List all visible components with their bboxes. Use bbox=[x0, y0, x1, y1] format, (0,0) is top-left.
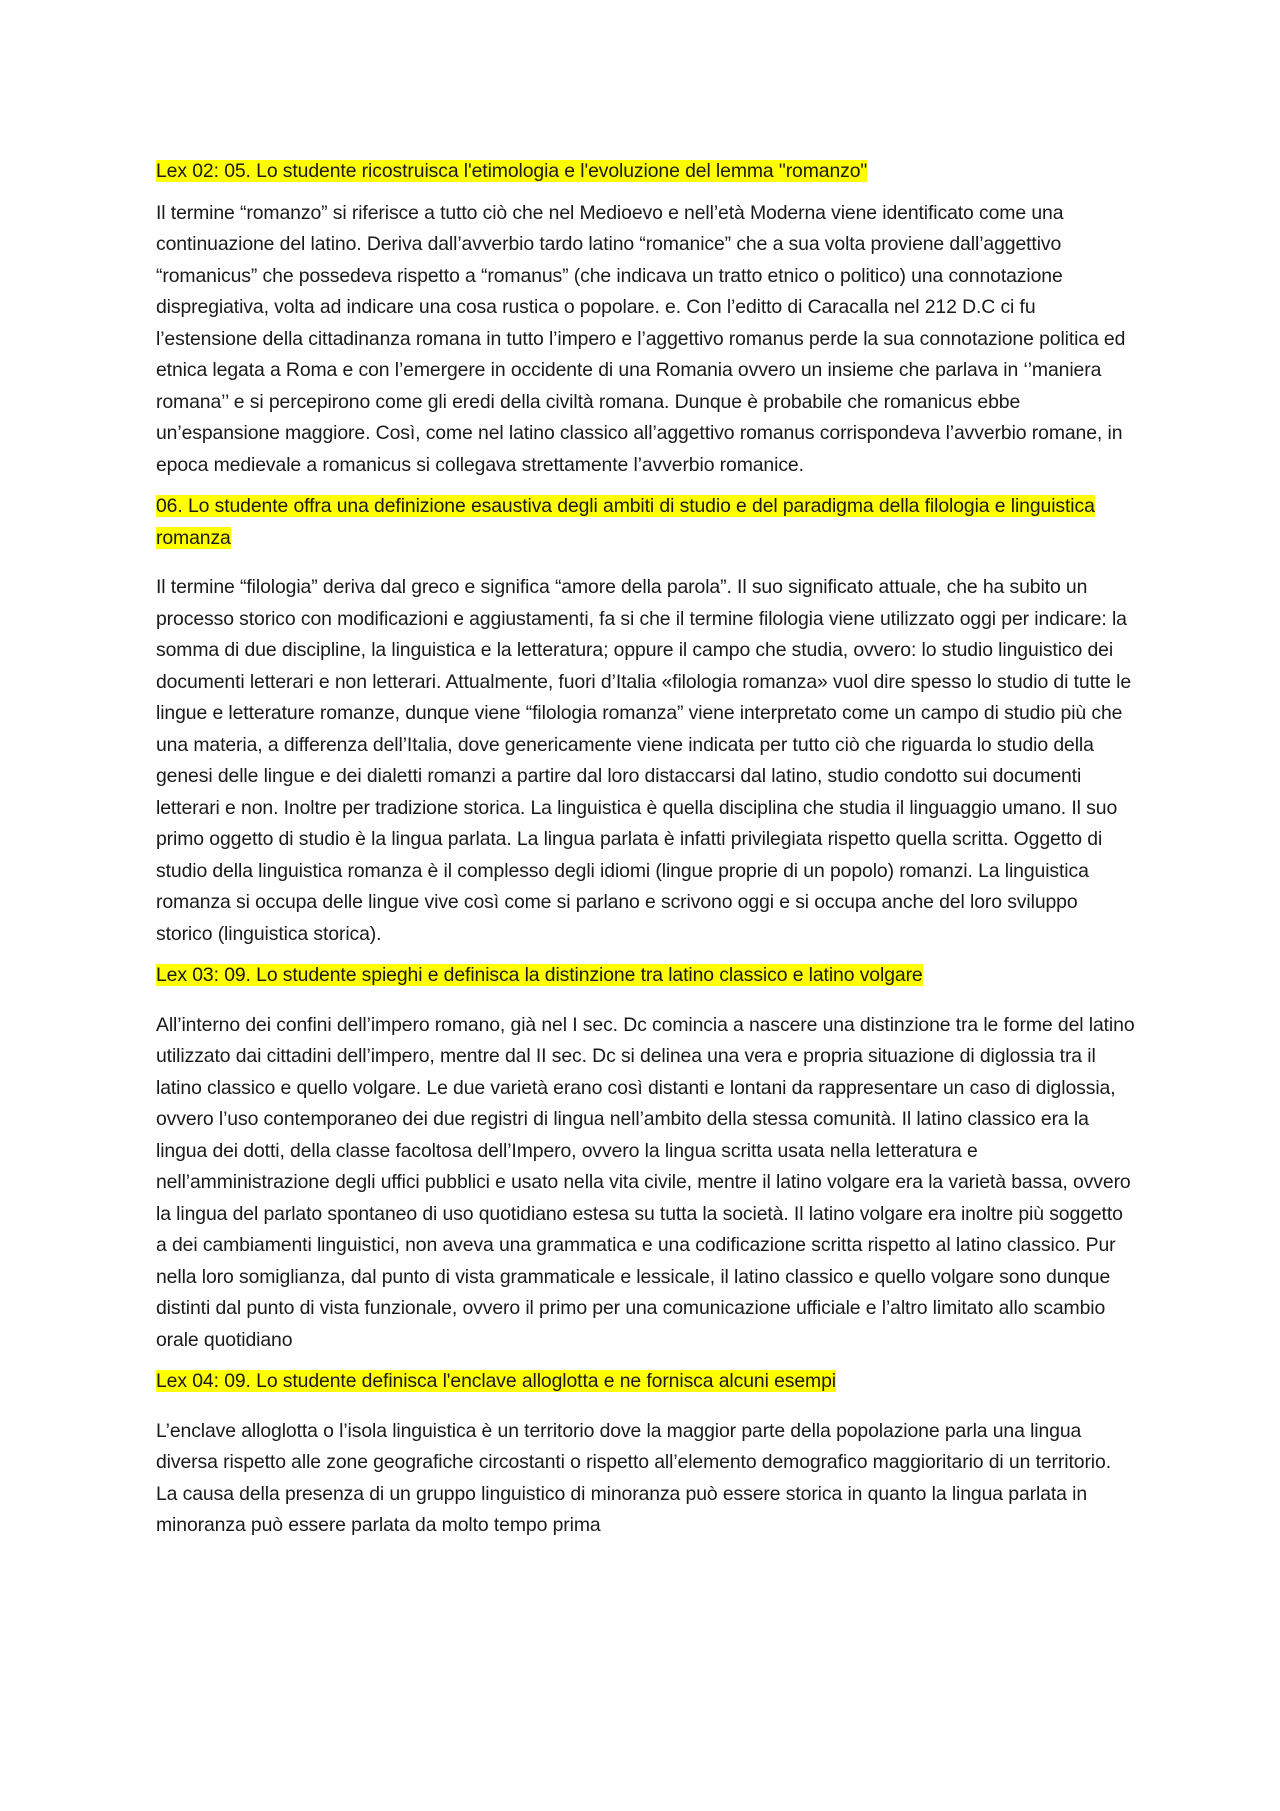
question-heading bbox=[156, 1366, 1137, 1398]
highlighted-heading-text: Lex 02: 05. Lo studente ricostruisca l'etimologia e l'evoluzione del lemma "romanzo" bbox=[156, 160, 868, 182]
highlighted-heading-text: 06. Lo studente offra una definizione esaustiva degli ambiti di studio e del paradigma della filologia e linguistica romanza bbox=[156, 495, 1095, 549]
section-etimologia-romanzo bbox=[156, 156, 1137, 481]
question-heading bbox=[156, 960, 1137, 992]
section-enclave-alloglotta bbox=[156, 1366, 1137, 1542]
answer-paragraph: All’interno dei confini dell’impero romano, già nel I sec. Dc comincia a nascere una distinzione tra le forme del latino utilizzato dai cittadini dell’impero, mentre dal II sec. Dc si delinea una vera e propria situazione di diglossia tra il latino classico e quello volgare. Le due varietà erano così distanti e lontani da rappresentare un caso di diglossia, ovvero l’uso contemporaneo dei due registri di lingua nell’ambito della stessa comunità. Il latino classico era la lingua dei dotti, della classe facoltosa dell’Impero, ovvero la lingua scritta usata nella letteratura e nell’amministrazione degli uffici pubblici e usato nella vita civile, mentre il latino volgare era la varietà bassa, ovvero la lingua del parlato spontaneo di uso quotidiano estesa su tutta la società. Il latino volgare era inoltre più soggetto a dei cambiamenti linguistici, non aveva una grammatica e una codificazione scritta rispetto al latino classico. Pur nella loro somiglianza, dal punto di vista grammaticale e lessicale, il latino classico e quello volgare sono dunque distinti dal punto di vista funzionale, ovvero il primo per una comunicazione ufficiale e l’altro limitato allo scambio orale quotidiano bbox=[156, 1013, 1135, 1351]
question-heading bbox=[156, 156, 1137, 188]
question-heading bbox=[156, 491, 1137, 554]
section-latino-classico-volgare bbox=[156, 960, 1137, 1356]
answer-paragraph: Il termine “romanzo” si riferisce a tutto ciò che nel Medioevo e nell’età Moderna viene identificato come una continuazione del latino. Deriva dall’avverbio tardo latino “romanice” che a sua volta proviene dall’aggettivo “romanicus” che possedeva rispetto a “romanus” (che indicava un tratto etnico o politico) una connotazione dispregiativa, volta ad indicare una cosa rustica o popolare. e. Con l’editto di Caracalla nel 212 D.C ci fu l’estensione della cittadinanza romana in tutto l’impero e l’aggettivo romanus perde la sua connotazione politica ed etnica legata a Roma e con l’emergere in occidente di una Romania ovvero un insieme che parlava in ‘’maniera romana’’ e si percepirono come gli eredi della civiltà romana. Dunque è probabile che romanicus ebbe un’espansione maggiore. Così, come nel latino classico all’aggettivo romanus corrispondeva l’avverbio romane, in epoca medievale a romanicus si collegava strettamente l’avverbio romanice. bbox=[156, 201, 1126, 476]
answer-paragraph: L’enclave alloglotta o l’isola linguistica è un territorio dove la maggior parte della popolazione parla una lingua diversa rispetto alle zone geografiche circostanti o rispetto all’elemento demografico maggioritario di un territorio. La causa della presenza di un gruppo linguistico di minoranza può essere storica in quanto la lingua parlata in minoranza può essere parlata da molto tempo prima bbox=[156, 1419, 1111, 1536]
section-filologia-romanza bbox=[156, 491, 1137, 950]
highlighted-heading-text: Lex 04: 09. Lo studente definisca l'enclave alloglotta e ne fornisca alcuni esempi bbox=[156, 1370, 836, 1392]
answer-paragraph: Il termine “filologia” deriva dal greco e significa “amore della parola”. Il suo significato attuale, che ha subito un processo storico con modificazioni e aggiustamenti, fa si che il termine filologia viene utilizzato oggi per indicare: la somma di due discipline, la linguistica e la letteratura; oppure il campo che studia, ovvero: lo studio linguistico dei documenti letterari e non letterari. Attualmente, fuori d’Italia «filologia romanza» vuol dire spesso lo studio di tutte le lingue e letterature romanze, dunque viene “filologia romanza” viene interpretato come un campo di studio più che una materia, a differenza dell’Italia, dove genericamente viene indicata per tutto ciò che riguarda lo studio della genesi delle lingue e dei dialetti romanzi a partire dal loro distaccarsi dal latino, studio condotto sui documenti letterari e non. Inoltre per tradizione storica. La linguistica è quella disciplina che studia il linguaggio umano. Il suo primo oggetto di studio è la lingua parlata. La lingua parlata è infatti privilegiata rispetto quella scritta. Oggetto di studio della linguistica romanza è il complesso degli idiomi (lingue proprie di un popolo) romanzi. La linguistica romanza si occupa delle lingue vive così come si parlano e scrivono oggi e si occupa anche del loro sviluppo storico (linguistica storica). bbox=[156, 576, 1132, 945]
highlighted-heading-text: Lex 03: 09. Lo studente spieghi e definisca la distinzione tra latino classico e latino volgare bbox=[156, 964, 923, 986]
